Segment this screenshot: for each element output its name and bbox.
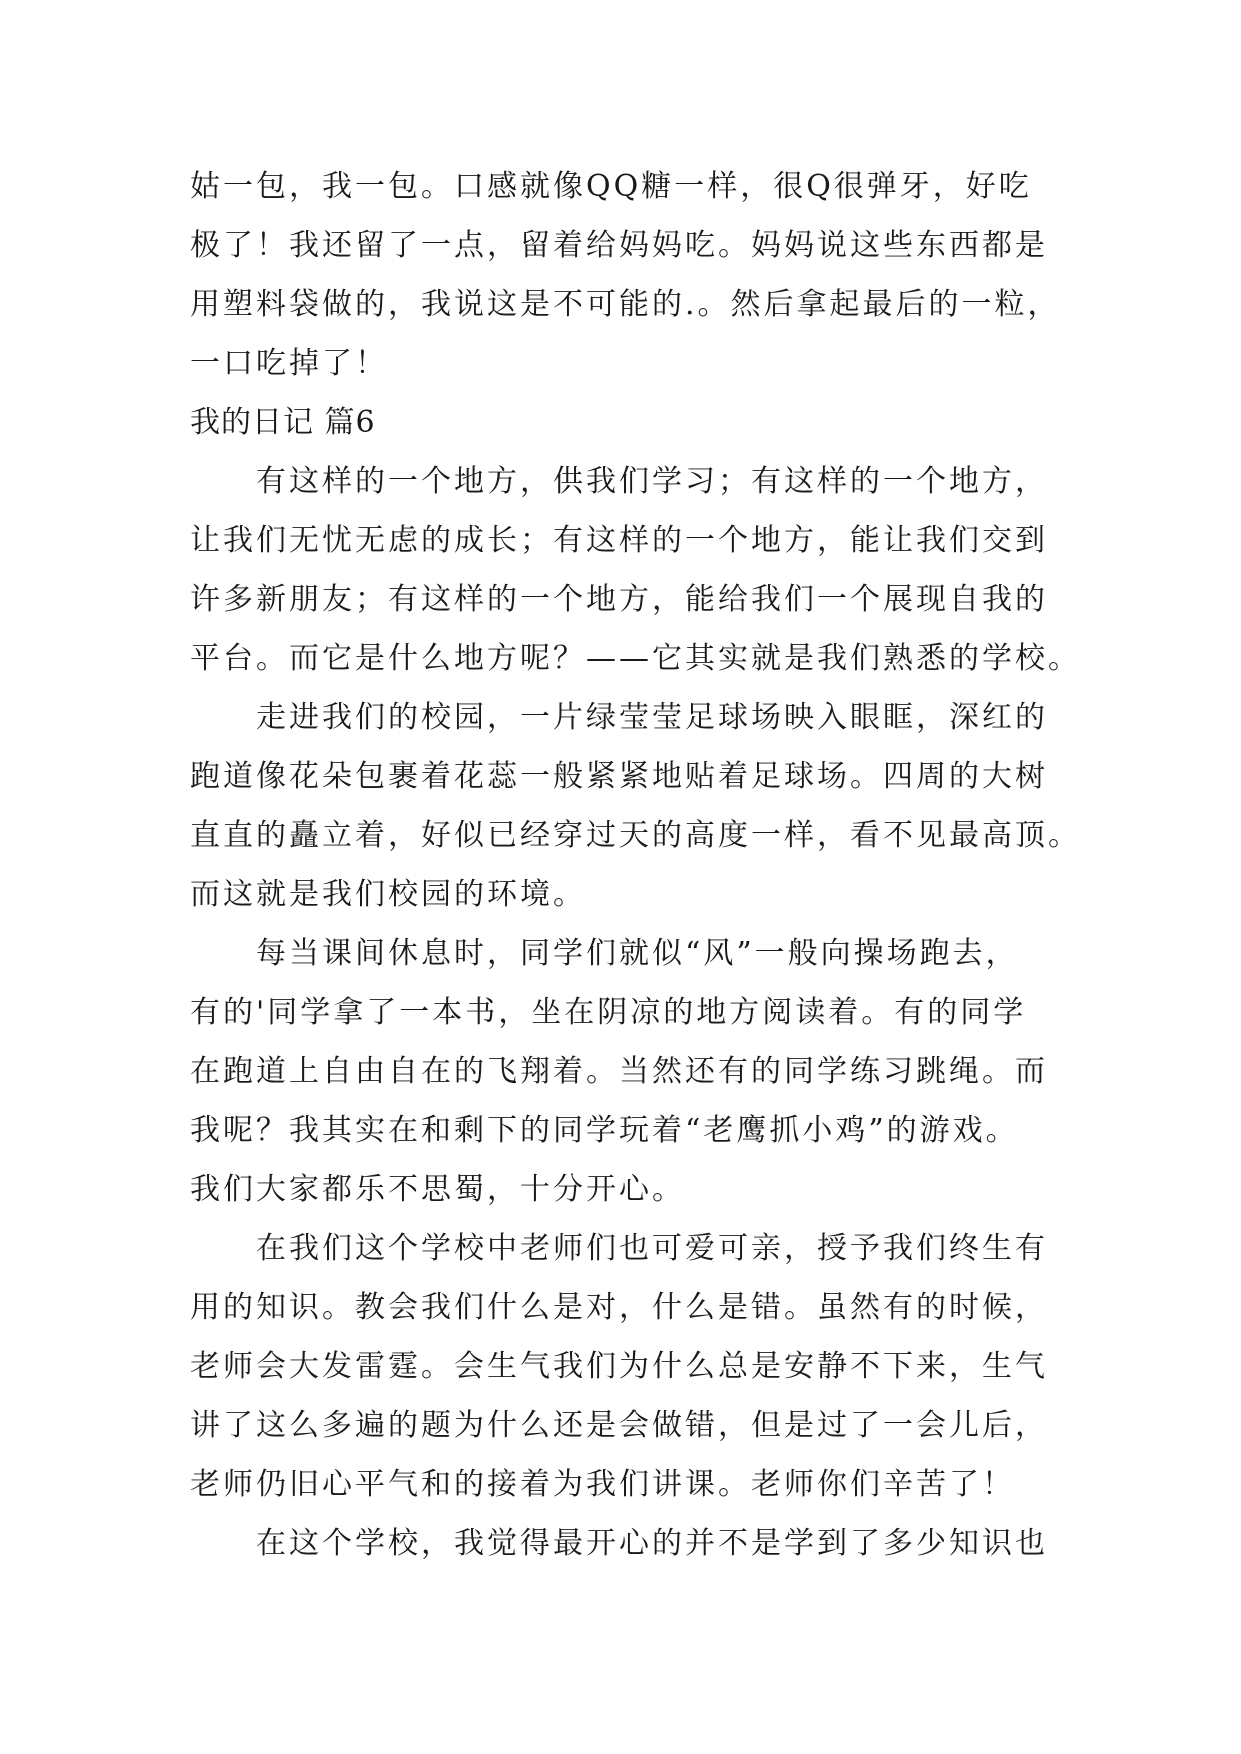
text-line: 极了！我还留了一点，留着给妈妈吃。妈妈说这些东西都是 <box>190 228 1048 263</box>
document-body <box>190 157 1081 1573</box>
text-line: 用的知识。教会我们什么是对，什么是错。虽然有的时候， <box>190 1290 1048 1325</box>
text-line: 我们大家都乐不思蜀，十分开心。 <box>190 1172 685 1207</box>
paragraph-first-line: 有这样的一个地方，供我们学习；有这样的一个地方， <box>256 464 1048 499</box>
text-line: 老师仍旧心平气和的接着为我们讲课。老师你们辛苦了！ <box>190 1467 1015 1502</box>
paragraph-first-line: 在这个学校，我觉得最开心的并不是学到了多少知识也 <box>256 1526 1048 1561</box>
text-line: 用塑料袋做的，我说这是不可能的.。然后拿起最后的一粒， <box>190 287 1061 322</box>
text-line: 老师会大发雷霆。会生气我们为什么总是安静不下来，生气 <box>190 1349 1048 1384</box>
paragraph-first-line: 走进我们的校园，一片绿莹莹足球场映入眼眶，深红的 <box>256 700 1048 735</box>
section-heading: 我的日记 篇6 <box>190 405 376 440</box>
text-line: 让我们无忧无虑的成长；有这样的一个地方，能让我们交到 <box>190 523 1048 558</box>
text-line: 平台。而它是什么地方呢？——它其实就是我们熟悉的学校。 <box>190 641 1081 676</box>
text-line: 有的'同学拿了一本书，坐在阴凉的地方阅读着。有的同学 <box>190 995 1027 1030</box>
paragraph-first-line: 在我们这个学校中老师们也可爱可亲，授予我们终生有 <box>256 1231 1048 1266</box>
text-line: 讲了这么多遍的题为什么还是会做错，但是过了一会儿后， <box>190 1408 1048 1443</box>
text-line: 一口吃掉了！ <box>190 346 388 381</box>
text-line: 在跑道上自由自在的飞翔着。当然还有的同学练习跳绳。而 <box>190 1054 1048 1089</box>
paragraph-first-line: 每当课间休息时，同学们就似“风”一般向操场跑去， <box>256 936 1019 971</box>
text-line: 跑道像花朵包裹着花蕊一般紧紧地贴着足球场。四周的大树 <box>190 759 1048 794</box>
text-line: 姑一包，我一包。口感就像QQ糖一样，很Q很弹牙，好吃 <box>190 169 1032 204</box>
text-line: 许多新朋友；有这样的一个地方，能给我们一个展现自我的 <box>190 582 1048 617</box>
text-line: 而这就是我们校园的环境。 <box>190 877 586 912</box>
text-line: 我呢？我其实在和剩下的同学玩着“老鹰抓小鸡”的游戏。 <box>190 1113 1019 1148</box>
text-line: 直直的矗立着，好似已经穿过天的高度一样，看不见最高顶。 <box>190 818 1081 853</box>
